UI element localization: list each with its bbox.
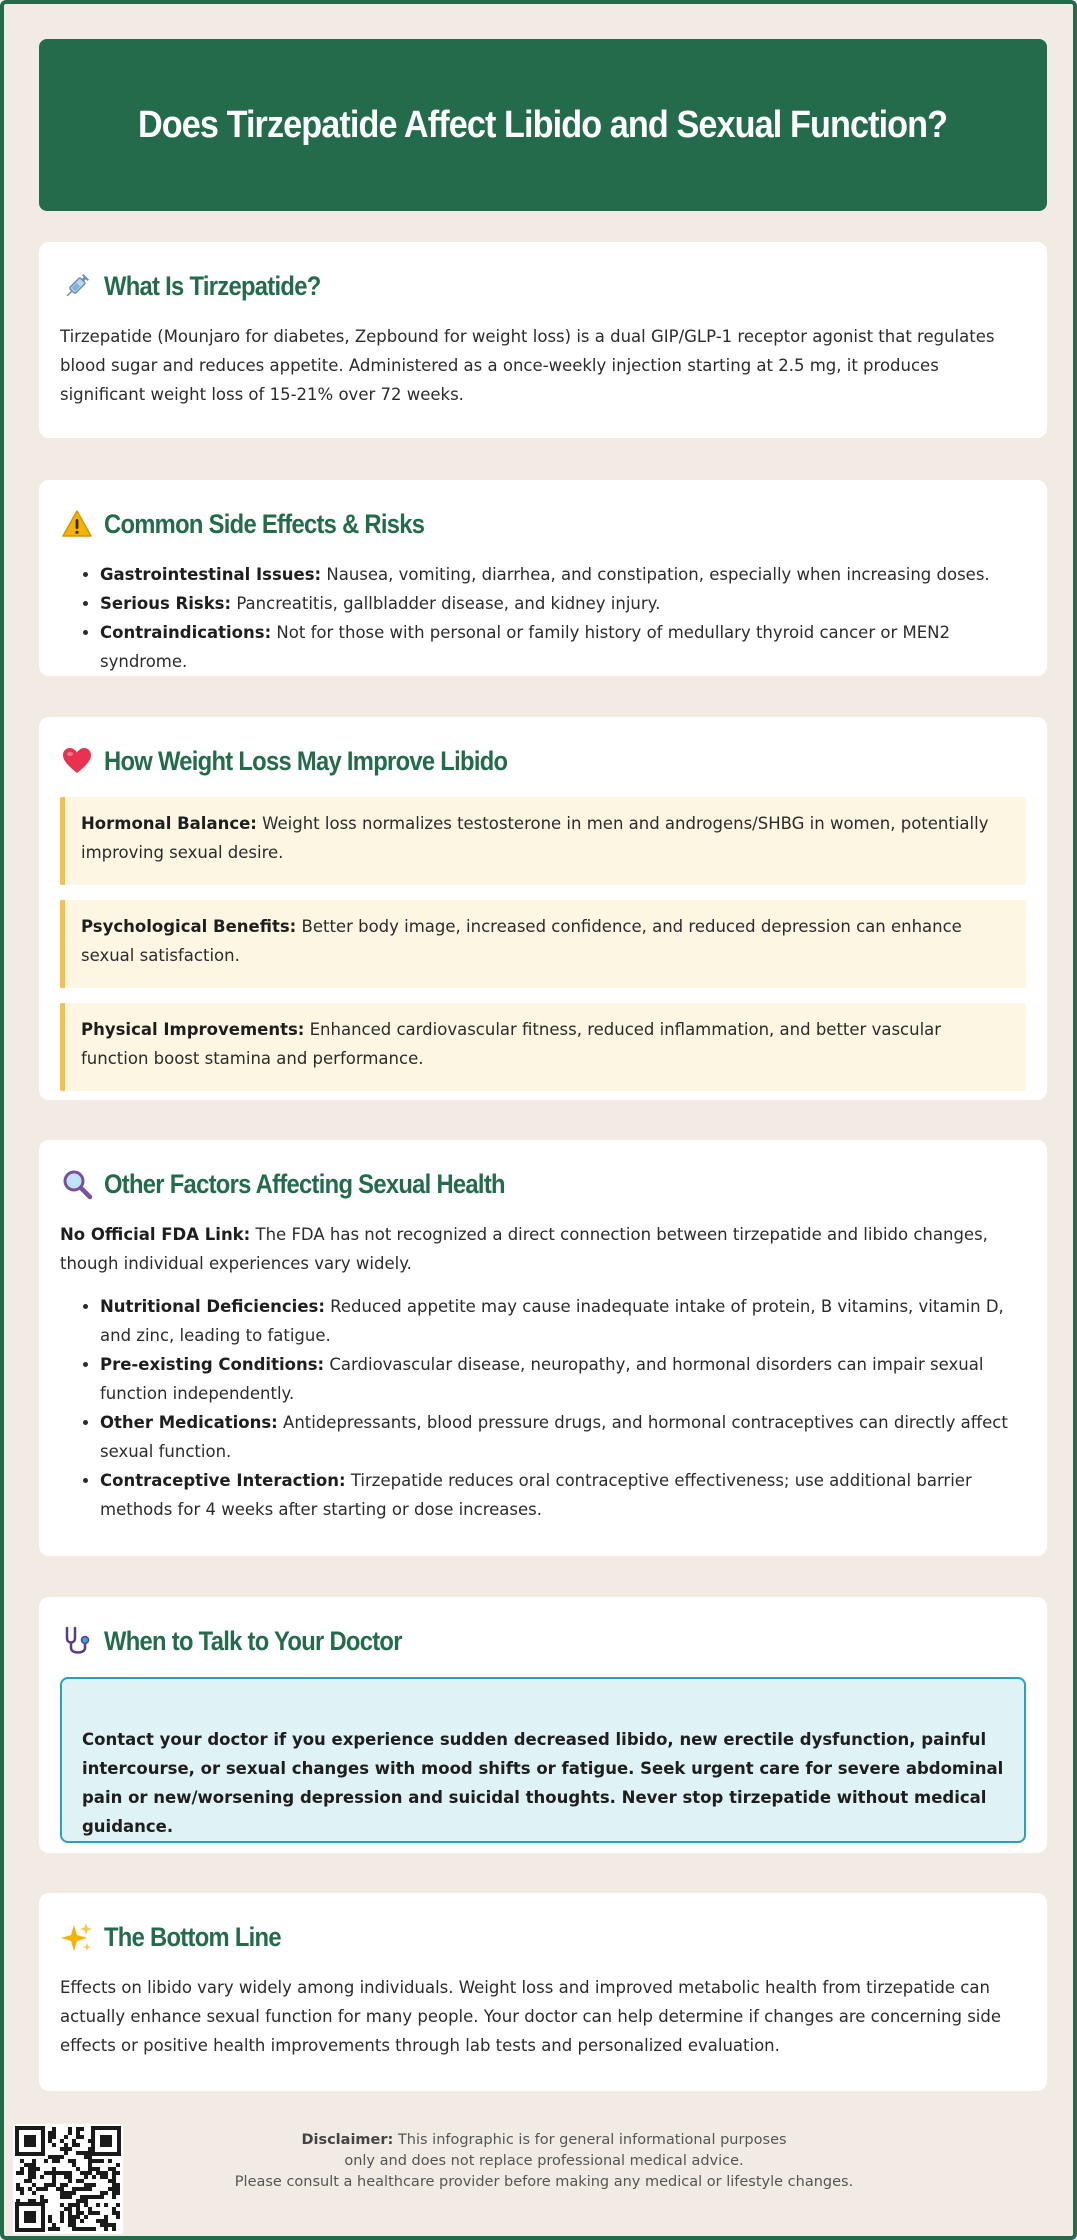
qr-module bbox=[104, 2191, 108, 2195]
item-label: Gastrointestinal Issues: bbox=[100, 565, 322, 584]
qr-module bbox=[116, 2171, 120, 2175]
qr-module bbox=[80, 2187, 84, 2191]
callout-text bbox=[81, 912, 1008, 970]
qr-module bbox=[40, 2195, 44, 2199]
qr-module bbox=[112, 2167, 116, 2171]
item-text: Nausea, vomiting, diarrhea, and constipation, especially when increasing doses. bbox=[321, 565, 990, 584]
qr-module bbox=[48, 2171, 52, 2175]
alert-text: Contact your doctor if you experience sudden decreased libido, new erectile dysfunction, painful intercourse, or sexual changes with mood shifts or fatigue. Seek urgent care for severe abdominal pain or new/worsening depression and suicidal thoughts. Never stop tirzepatide without medical guidance. bbox=[82, 1730, 1004, 1836]
item-label: Pre-existing Conditions: bbox=[100, 1355, 325, 1374]
card-title-row bbox=[60, 1915, 1026, 1959]
qr-module bbox=[16, 2183, 20, 2187]
card-title-row bbox=[60, 264, 1026, 308]
qr-module bbox=[72, 2139, 76, 2143]
qr-module bbox=[68, 2179, 72, 2183]
qr-module bbox=[72, 2159, 76, 2163]
qr-module bbox=[48, 2131, 52, 2135]
qr-module bbox=[112, 2191, 116, 2195]
qr-module bbox=[20, 2167, 24, 2171]
list-item bbox=[100, 1350, 1026, 1408]
qr-module bbox=[112, 2195, 116, 2199]
qr-code[interactable] bbox=[13, 2124, 123, 2234]
card-title-row bbox=[60, 1619, 1026, 1663]
qr-module bbox=[76, 2143, 80, 2147]
qr-module bbox=[96, 2219, 100, 2223]
qr-module bbox=[96, 2159, 100, 2163]
disclaimer-label: Disclaimer: bbox=[301, 2132, 394, 2148]
qr-module bbox=[68, 2215, 72, 2219]
callout-label: Psychological Benefits: bbox=[81, 917, 297, 936]
card-heading: Common Side Effects & Risks bbox=[104, 508, 425, 539]
qr-module bbox=[44, 2183, 48, 2187]
qr-module bbox=[52, 2159, 56, 2163]
qr-module bbox=[76, 2227, 80, 2231]
qr-module bbox=[72, 2163, 76, 2167]
qr-module bbox=[52, 2155, 56, 2159]
qr-module bbox=[16, 2171, 20, 2175]
qr-module bbox=[76, 2167, 80, 2171]
list-item bbox=[100, 589, 1026, 618]
callout-body: Enhanced cardiovascular fitness, reduced inflammation, and better vascular function boost stamina and performance. bbox=[81, 1020, 942, 1068]
stethoscope-icon bbox=[60, 1624, 94, 1658]
sparkles-icon bbox=[60, 1920, 94, 1954]
qr-module bbox=[88, 2163, 92, 2167]
qr-module bbox=[24, 2163, 28, 2167]
callout-label: Hormonal Balance: bbox=[81, 814, 257, 833]
qr-module bbox=[60, 2211, 64, 2215]
qr-module bbox=[92, 2227, 96, 2231]
qr-module bbox=[88, 2171, 92, 2175]
doctor-alert-box bbox=[60, 1677, 1026, 1843]
qr-module bbox=[40, 2187, 44, 2191]
card-title-row bbox=[60, 502, 1026, 546]
qr-module bbox=[100, 2219, 104, 2223]
qr-module bbox=[116, 2211, 120, 2215]
qr-module bbox=[116, 2183, 120, 2187]
fda-note-label: No Official FDA Link: bbox=[60, 1225, 251, 1244]
qr-module bbox=[104, 2227, 108, 2231]
item-text: Tirzepatide reduces oral contraceptive effectiveness; use additional barrier methods for 4 weeks after starting or dose increases. bbox=[100, 1471, 972, 1519]
qr-module bbox=[56, 2187, 60, 2191]
qr-module bbox=[80, 2127, 84, 2131]
qr-module bbox=[68, 2195, 72, 2199]
qr-module bbox=[96, 2167, 100, 2171]
qr-module bbox=[52, 2143, 56, 2147]
qr-module bbox=[60, 2139, 64, 2143]
footer bbox=[4, 2114, 1077, 2234]
qr-module bbox=[100, 2223, 104, 2227]
card-weight-loss bbox=[39, 717, 1047, 1100]
card-title-row bbox=[60, 739, 1026, 783]
qr-module bbox=[56, 2155, 60, 2159]
qr-module bbox=[72, 2187, 76, 2191]
qr-module bbox=[52, 2175, 56, 2179]
card-title-row bbox=[60, 1162, 1026, 1206]
qr-module bbox=[88, 2187, 92, 2191]
qr-module bbox=[48, 2219, 52, 2223]
disclaimer-text: This infographic is for general informational purposes bbox=[393, 2132, 787, 2148]
qr-module bbox=[112, 2187, 116, 2191]
qr-module bbox=[72, 2227, 76, 2231]
qr-module bbox=[112, 2175, 116, 2179]
qr-module bbox=[108, 2159, 112, 2163]
qr-module bbox=[20, 2171, 24, 2175]
disclaimer-line: Please consult a healthcare provider before making any medical or lifestyle changes. bbox=[234, 2174, 854, 2190]
qr-module bbox=[52, 2127, 56, 2131]
qr-module bbox=[48, 2227, 52, 2231]
card-body: Effects on libido vary widely among individuals. Weight loss and improved metabolic health from tirzepatide can actually enhance sexual function for many people. Your doctor can help determine if changes are concerning side effects or positive health improvements through lab tests and personalized evaluation. bbox=[60, 1978, 1002, 2055]
qr-module bbox=[116, 2191, 120, 2195]
qr-module bbox=[112, 2171, 116, 2175]
item-label: Other Medications: bbox=[100, 1413, 278, 1432]
qr-module bbox=[116, 2203, 120, 2207]
qr-module bbox=[20, 2187, 24, 2191]
qr-module bbox=[24, 2179, 28, 2183]
qr-module bbox=[68, 2207, 72, 2211]
fda-note bbox=[60, 1220, 1026, 1278]
qr-module bbox=[28, 2167, 32, 2171]
qr-module bbox=[96, 2195, 100, 2199]
qr-module bbox=[60, 2219, 64, 2223]
disclaimer-line: only and does not replace professional medical advice. bbox=[344, 2153, 744, 2169]
header-banner bbox=[39, 39, 1047, 211]
qr-module bbox=[68, 2127, 72, 2131]
qr-module bbox=[76, 2131, 80, 2135]
qr-module bbox=[68, 2223, 72, 2227]
qr-module bbox=[56, 2227, 60, 2231]
qr-module bbox=[104, 2171, 108, 2175]
card-body: Tirzepatide (Mounjaro for diabetes, Zepbound for weight loss) is a dual GIP/GLP-1 receptor agonist that regulates blood sugar and reduces appetite. Administered as a once-weekly injection starting at 2.5 mg, it produces significant weight loss of 15-21% over 72 weeks. bbox=[60, 327, 995, 404]
qr-module bbox=[32, 2171, 36, 2175]
qr-module bbox=[28, 2179, 32, 2183]
qr-module bbox=[112, 2211, 116, 2215]
qr-module bbox=[100, 2175, 104, 2179]
callout-psychological bbox=[60, 900, 1026, 988]
qr-module bbox=[60, 2171, 64, 2175]
qr-module bbox=[64, 2191, 68, 2195]
qr-module bbox=[84, 2151, 88, 2155]
card-heading: What Is Tirzepatide? bbox=[104, 270, 321, 301]
qr-module bbox=[68, 2211, 72, 2215]
qr-module bbox=[96, 2171, 100, 2175]
qr-module bbox=[28, 2175, 32, 2179]
qr-module bbox=[16, 2187, 20, 2191]
card-bottom-line bbox=[39, 1893, 1047, 2091]
qr-module bbox=[76, 2207, 80, 2211]
qr-module bbox=[116, 2163, 120, 2167]
qr-module bbox=[104, 2215, 108, 2219]
qr-module bbox=[92, 2167, 96, 2171]
qr-module bbox=[104, 2203, 108, 2207]
qr-module bbox=[112, 2179, 116, 2183]
qr-module bbox=[68, 2175, 72, 2179]
qr-module bbox=[88, 2211, 92, 2215]
qr-module bbox=[32, 2191, 36, 2195]
callout-hormonal bbox=[60, 797, 1026, 885]
qr-module bbox=[112, 2183, 116, 2187]
qr-module bbox=[48, 2139, 52, 2143]
qr-module bbox=[92, 2195, 96, 2199]
qr-module bbox=[108, 2167, 112, 2171]
qr-module bbox=[84, 2199, 88, 2203]
qr-module bbox=[64, 2151, 68, 2155]
qr-module bbox=[52, 2183, 56, 2187]
qr-module bbox=[76, 2135, 80, 2139]
qr-module bbox=[76, 2203, 80, 2207]
qr-module bbox=[84, 2215, 88, 2219]
card-what-is bbox=[39, 242, 1047, 438]
warning-icon bbox=[60, 507, 94, 541]
card-heading: When to Talk to Your Doctor bbox=[104, 1625, 402, 1656]
qr-module bbox=[112, 2227, 116, 2231]
qr-module bbox=[84, 2175, 88, 2179]
qr-module bbox=[104, 2219, 108, 2223]
qr-module bbox=[80, 2151, 84, 2155]
item-label: Nutritional Deficiencies: bbox=[100, 1297, 325, 1316]
qr-module bbox=[88, 2195, 92, 2199]
qr-module bbox=[80, 2211, 84, 2215]
callout-text bbox=[81, 1015, 1008, 1073]
qr-module bbox=[88, 2183, 92, 2187]
qr-module bbox=[72, 2219, 76, 2223]
magnifier-icon bbox=[60, 1167, 94, 1201]
callout-text bbox=[81, 809, 1008, 867]
qr-module bbox=[20, 2159, 24, 2163]
heart-icon bbox=[60, 744, 94, 778]
qr-module bbox=[28, 2187, 32, 2191]
qr-module bbox=[44, 2159, 48, 2163]
qr-module bbox=[108, 2223, 112, 2227]
qr-module bbox=[80, 2135, 84, 2139]
qr-module bbox=[88, 2227, 92, 2231]
qr-module bbox=[56, 2171, 60, 2175]
fda-note-text: The FDA has not recognized a direct connection between tirzepatide and libido changes, though individual experiences vary widely. bbox=[60, 1225, 988, 1273]
qr-module bbox=[68, 2203, 72, 2207]
item-text: Pancreatitis, gallbladder disease, and kidney injury. bbox=[231, 594, 661, 613]
qr-module bbox=[40, 2175, 44, 2179]
qr-module bbox=[100, 2195, 104, 2199]
disclaimer-line bbox=[234, 2130, 854, 2151]
qr-module bbox=[68, 2159, 72, 2163]
qr-module bbox=[52, 2131, 56, 2135]
callout-physical bbox=[60, 1003, 1026, 1091]
list-item bbox=[100, 618, 1026, 676]
qr-module bbox=[72, 2223, 76, 2227]
qr-module bbox=[84, 2195, 88, 2199]
qr-module bbox=[116, 2215, 120, 2219]
qr-module bbox=[20, 2191, 24, 2195]
qr-module bbox=[48, 2215, 52, 2219]
qr-module bbox=[80, 2199, 84, 2203]
qr-module bbox=[64, 2143, 68, 2147]
qr-module bbox=[100, 2159, 104, 2163]
item-text: Cardiovascular disease, neuropathy, and hormonal disorders can impair sexual function independently. bbox=[100, 1355, 984, 1403]
qr-module bbox=[84, 2155, 88, 2159]
qr-module bbox=[64, 2183, 68, 2187]
list-item bbox=[100, 1408, 1026, 1466]
qr-module bbox=[92, 2175, 96, 2179]
qr-module bbox=[52, 2179, 56, 2183]
item-label: Contraceptive Interaction: bbox=[100, 1471, 346, 1490]
card-heading: Other Factors Affecting Sexual Health bbox=[104, 1168, 505, 1199]
qr-module bbox=[76, 2151, 80, 2155]
qr-module bbox=[72, 2215, 76, 2219]
item-text: Reduced appetite may cause inadequate intake of protein, B vitamins, vitamin D, and zinc, leading to fatigue. bbox=[100, 1297, 1004, 1345]
qr-module bbox=[80, 2227, 84, 2231]
qr-module bbox=[112, 2207, 116, 2211]
disclaimer bbox=[234, 2130, 854, 2193]
qr-module bbox=[80, 2219, 84, 2223]
qr-module bbox=[48, 2183, 52, 2187]
qr-module bbox=[60, 2187, 64, 2191]
qr-module bbox=[36, 2167, 40, 2171]
list-item bbox=[100, 560, 1026, 589]
qr-module bbox=[72, 2203, 76, 2207]
side-effects-list bbox=[100, 560, 1026, 676]
qr-module bbox=[32, 2183, 36, 2187]
qr-module bbox=[104, 2175, 108, 2179]
qr-module bbox=[60, 2195, 64, 2199]
qr-module bbox=[76, 2127, 80, 2131]
qr-module bbox=[68, 2131, 72, 2135]
qr-module bbox=[112, 2223, 116, 2227]
qr-module bbox=[64, 2135, 68, 2139]
callout-body: Better body image, increased confidence, and reduced depression can enhance sexual satisfaction. bbox=[81, 917, 962, 965]
qr-module bbox=[32, 2167, 36, 2171]
qr-module bbox=[60, 2183, 64, 2187]
qr-module bbox=[64, 2147, 68, 2151]
qr-module bbox=[84, 2187, 88, 2191]
qr-module bbox=[52, 2167, 56, 2171]
qr-module bbox=[32, 2159, 36, 2163]
qr-module bbox=[80, 2195, 84, 2199]
item-label: Serious Risks: bbox=[100, 594, 232, 613]
qr-module bbox=[48, 2135, 52, 2139]
qr-module bbox=[32, 2163, 36, 2167]
qr-module bbox=[88, 2167, 92, 2171]
qr-module bbox=[108, 2179, 112, 2183]
qr-module bbox=[64, 2171, 68, 2175]
qr-module bbox=[68, 2171, 72, 2175]
card-heading: How Weight Loss May Improve Libido bbox=[104, 745, 508, 776]
qr-module bbox=[48, 2155, 52, 2159]
qr-module bbox=[68, 2191, 72, 2195]
qr-module bbox=[80, 2179, 84, 2183]
qr-module bbox=[52, 2227, 56, 2231]
page-title: Does Tirzepatide Affect Libido and Sexual Function? bbox=[138, 103, 948, 146]
callout-label: Physical Improvements: bbox=[81, 1020, 305, 1039]
list-item bbox=[100, 1466, 1026, 1524]
list-item bbox=[100, 1292, 1026, 1350]
qr-module bbox=[52, 2135, 56, 2139]
qr-module bbox=[60, 2215, 64, 2219]
qr-module bbox=[116, 2187, 120, 2191]
qr-module bbox=[60, 2203, 64, 2207]
qr-module bbox=[52, 2223, 56, 2227]
qr-module bbox=[68, 2219, 72, 2223]
qr-module bbox=[64, 2195, 68, 2199]
qr-module bbox=[36, 2187, 40, 2191]
qr-module bbox=[76, 2179, 80, 2183]
qr-module bbox=[76, 2215, 80, 2219]
qr-module bbox=[88, 2207, 92, 2211]
qr-module bbox=[76, 2187, 80, 2191]
card-heading: The Bottom Line bbox=[104, 1921, 281, 1952]
qr-module bbox=[96, 2211, 100, 2215]
item-label: Contraindications: bbox=[100, 623, 272, 642]
qr-module bbox=[84, 2227, 88, 2231]
qr-module bbox=[60, 2147, 64, 2151]
card-other-factors bbox=[39, 1140, 1047, 1556]
qr-module bbox=[44, 2187, 48, 2191]
qr-module bbox=[32, 2175, 36, 2179]
qr-module bbox=[72, 2143, 76, 2147]
qr-module bbox=[104, 2223, 108, 2227]
qr-module bbox=[88, 2159, 92, 2163]
qr-module bbox=[68, 2147, 72, 2151]
qr-module bbox=[84, 2203, 88, 2207]
syringe-icon bbox=[60, 269, 94, 303]
qr-module bbox=[64, 2207, 68, 2211]
qr-module bbox=[64, 2175, 68, 2179]
qr-module bbox=[84, 2171, 88, 2175]
other-factors-list bbox=[100, 1292, 1026, 1524]
qr-module bbox=[100, 2171, 104, 2175]
qr-module bbox=[56, 2159, 60, 2163]
qr-module bbox=[92, 2211, 96, 2215]
qr-module bbox=[84, 2183, 88, 2187]
qr-module bbox=[28, 2171, 32, 2175]
card-side-effects bbox=[39, 480, 1047, 676]
qr-module bbox=[76, 2199, 80, 2203]
card-doctor bbox=[39, 1597, 1047, 1853]
qr-module bbox=[60, 2155, 64, 2159]
qr-module bbox=[72, 2191, 76, 2195]
qr-module bbox=[28, 2163, 32, 2167]
item-text: Antidepressants, blood pressure drugs, and hormonal contraceptives can directly affect sexual function. bbox=[100, 1413, 1008, 1461]
qr-module bbox=[80, 2171, 84, 2175]
qr-module bbox=[76, 2211, 80, 2215]
qr-module bbox=[96, 2203, 100, 2207]
qr-module bbox=[44, 2171, 48, 2175]
callout-body: Weight loss normalizes testosterone in men and androgens/SHBG in women, potentially improving sexual desire. bbox=[81, 814, 989, 862]
qr-module bbox=[92, 2183, 96, 2187]
qr-module bbox=[92, 2159, 96, 2163]
qr-module bbox=[52, 2171, 56, 2175]
qr-module bbox=[60, 2191, 64, 2195]
qr-module bbox=[100, 2191, 104, 2195]
item-text: Not for those with personal or family history of medullary thyroid cancer or MEN2 syndrome. bbox=[100, 623, 950, 671]
qr-module bbox=[108, 2187, 112, 2191]
